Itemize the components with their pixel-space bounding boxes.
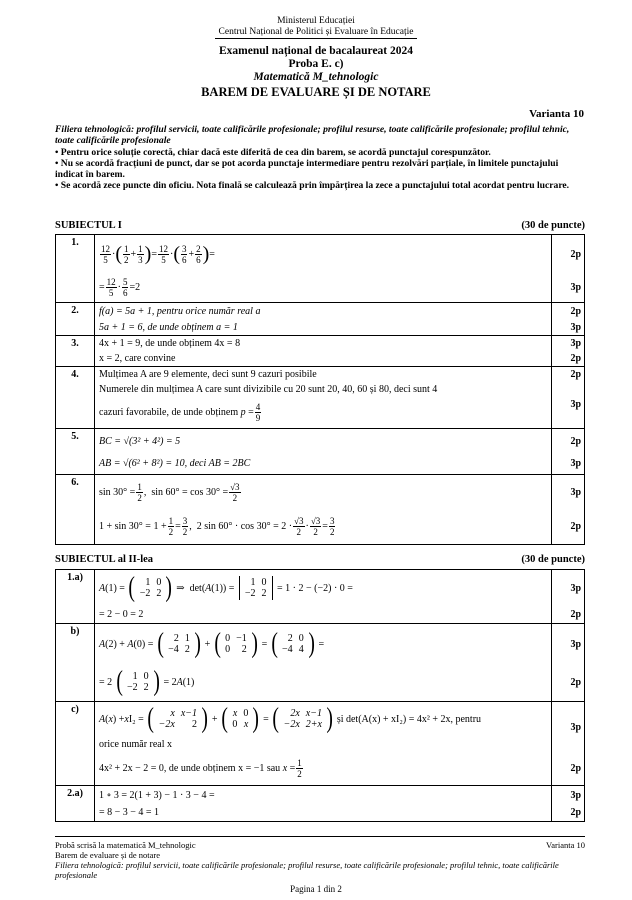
item-ii-1c: c) A ( x ) + x I₂ = ( x x−1 −2x 2 ) + ( x 0 0 x ) = ( 2x x−1 −2x 2+x ) și det(A(x) + xI₂) = 4x² + 2x, pentru orice număr real x 4x² + 2x − 2 = 0, de unde obținem x = −1 sau x = $\frac{1}{2}$ 3p 2p xyxy=(56,702,585,786)
item-ii-1b: b) A (2) + A (0) = ( 2 1 −4 2 ) + ( 0 −1 0 2 ) = ( 2 0 −4 4 ) = = 2 ( 1 0 −2 2 ) = 2 A (1) 3p 2p xyxy=(56,624,585,702)
section-2-header: SUBIECTUL al II-lea (30 de puncte) xyxy=(55,554,585,565)
notes-block xyxy=(55,124,585,192)
item-6: 6. sin 30° = $\frac{1}{2}$ , sin 60° = cos 30° = $\frac{√3}{2}$ 1 + sin 30° = 1 + $\frac{1}{2}$ = $\frac{3}{2}$ , 2 sin 60° · cos 30° = 2 · $\frac{√3}{2}$ · $\frac{√3}{2}$ = $\frac{3}{2}$ 3p 2p xyxy=(56,475,585,545)
barem-title: BAREM DE EVALUARE ȘI DE NOTARE xyxy=(201,85,431,99)
note-2: • Nu se acordă fracțiuni de punct, dar se pot acorda punctaje intermediare pentru rezolvări parțiale, în limitele punctajului indicat în barem. xyxy=(55,157,559,181)
footer-divider xyxy=(55,836,585,837)
item-1: 1. $\frac{12}{5}$ · ( $\frac{1}{2}$ + $\frac{1}{3}$ ) = $\frac{12}{5}$ · ( $\frac{3}{6}$ + $\frac{2}{6}$ ) = = $\frac{12}{5}$ · $\frac{5}{6}$ =2 2p 3p xyxy=(56,235,585,303)
item-4: 4. Mulțimea A are 9 elemente, deci sunt 9 cazuri posibile Numerele din mulțimea A care sunt divizibile cu 20 sunt 20, 40, 60 și 80, deci sunt 4 cazuri favorabile, de unde obținem p = $\frac{4}{9}$ 2p 3p xyxy=(56,367,585,429)
subject-1-table xyxy=(55,234,585,545)
footer: Probă scrisă la matematică M_tehnologic Varianta 10 Barem de evaluare și de notare Filiera tehnologică: profilul servicii, toate calificările profesionale; profilul resurse, toate calificările profesionale; profilul tehnic, toate calificările profesionale xyxy=(55,840,585,880)
variant-label: Varianta 10 xyxy=(529,108,584,120)
center-line: Centrul Național de Politici și Evaluare în Educație xyxy=(218,27,414,37)
exam-title: Examenul național de bacalaureat 2024 xyxy=(218,45,414,57)
note-1: • Pentru orice soluție corectă, chiar dacă este diferită de cea din barem, se acordă punctajul corespunzător. xyxy=(55,146,491,158)
ministry-line: Ministerul Educației xyxy=(277,16,355,26)
item-1-line-1: $\frac{12}{5}$ · ( $\frac{1}{2}$ + $\frac{1}{3}$ ) = $\frac{12}{5}$ · ( $\frac{3}{6}$ + $\frac{2}{6}$ ) = xyxy=(101,243,215,265)
page-number: Pagina 1 din 2 xyxy=(290,884,342,894)
filiera-text: Filiera tehnologică: profilul servicii, toate calificările profesionale; profilul resurse, toate calificările profesionale; profilul tehnic, toate calificările profesionale xyxy=(55,124,570,147)
item-3: 3. 4x + 1 = 9, de unde obținem 4x = 8 x = 2, care convine 3p 2p xyxy=(56,336,585,367)
subject-2-table xyxy=(55,569,585,822)
section-1-header: SUBIECTUL I (30 de puncte) xyxy=(55,220,585,231)
item-5: 5. BC = √(3² + 4²) = 5 AB = √(6² + 8²) = 10 , deci AB = 2BC 2p 3p xyxy=(56,429,585,475)
item-1-line-2: = $\frac{12}{5}$ · $\frac{5}{6}$ =2 xyxy=(99,276,141,298)
note-3: • Se acordă zece puncte din oficiu. Nota finală se calculează prin împărțirea la zece a punctajului total acordat pentru lucrare. xyxy=(55,180,570,192)
item-2: 2. f(a) = 5a + 1, pentru orice număr real a 5a + 1 = 6, de unde obținem a = 1 2p 3p xyxy=(56,303,585,336)
subject-title: Matematică M_tehnologic xyxy=(253,71,379,83)
item-ii-1a: 1.a) A (1) = ( 1 0 −2 2 ) ⇒ det( A (1)) = 1 0 −2 2 = 1 · 2 − (−2) · 0 = = 2 − 0 = 2 3p 2p xyxy=(56,570,585,624)
item-ii-2a: 2.a) 1 ∘ 3 = 2(1 + 3) − 1 · 3 − 4 = = 8 − 3 − 4 = 1 3p 2p xyxy=(56,786,585,822)
proba-title: Proba E. c) xyxy=(288,58,344,70)
